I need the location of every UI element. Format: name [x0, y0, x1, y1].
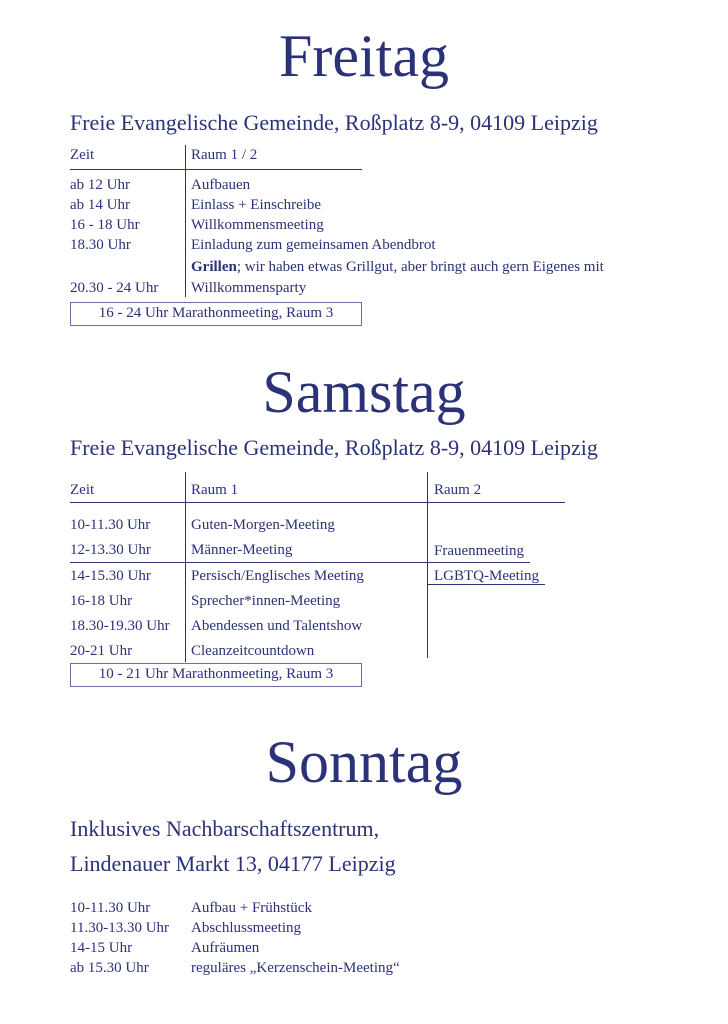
friday-venue: Freie Evangelische Gemeinde, Roßplatz 8-9, 04109 Leipzig	[70, 110, 598, 135]
saturday-row-room2: Frauenmeeting	[434, 543, 524, 559]
saturday-row-time: 18.30-19.30 Uhr	[70, 618, 170, 634]
saturday-row-room1: Guten-Morgen-Meeting	[191, 517, 335, 533]
saturday-column-divider-2	[427, 472, 428, 658]
friday-row-event: Willkommensparty	[191, 280, 307, 296]
saturday-header-room1: Raum 1	[191, 482, 239, 498]
friday-row-time: ab 12 Uhr	[70, 177, 130, 193]
saturday-row-time: 20-21 Uhr	[70, 643, 133, 659]
friday-row-event: Willkommensmeeting	[191, 217, 324, 233]
grill-text: ; wir haben etwas Grillgut, aber bringt auch gern Eigenes mit	[236, 259, 604, 275]
friday-row-event: Einladung zum gemeinsamen Abendbrot	[191, 237, 436, 253]
friday-row-time: 18.30 Uhr	[70, 237, 131, 253]
sunday-row-event: Aufräumen	[191, 940, 260, 956]
saturday-marathon-note: 10 - 21 Uhr Marathonmeeting, Raum 3	[70, 663, 362, 687]
saturday-row-time: 12-13.30 Uhr	[70, 542, 151, 558]
sunday-row-time: 10-11.30 Uhr	[70, 900, 151, 916]
saturday-row-room2: LGBTQ-Meeting	[434, 568, 539, 584]
friday-column-divider	[185, 145, 186, 297]
friday-row-event-grill	[191, 260, 604, 275]
saturday-venue: Freie Evangelische Gemeinde, Roßplatz 8-9, 04109 Leipzig	[70, 435, 598, 460]
friday-row-event: Aufbauen	[191, 177, 251, 193]
saturday-column-divider-1	[185, 472, 186, 662]
sunday-row-time: 14-15 Uhr	[70, 940, 133, 956]
friday-row-time: 20.30 - 24 Uhr	[70, 280, 159, 296]
friday-row-time: 16 - 18 Uhr	[70, 217, 140, 233]
sunday-row-event: Aufbau + Frühstück	[191, 900, 312, 916]
friday-header-time: Zeit	[70, 147, 95, 163]
friday-header-divider	[70, 169, 362, 170]
saturday-row-divider	[70, 562, 530, 563]
friday-marathon-note: 16 - 24 Uhr Marathonmeeting, Raum 3	[70, 302, 362, 326]
saturday-row-time: 10-11.30 Uhr	[70, 517, 151, 533]
sunday-venue-line2: Lindenauer Markt 13, 04177 Leipzig	[70, 851, 396, 876]
saturday-header-time: Zeit	[70, 482, 95, 498]
saturday-row-room1: Männer-Meeting	[191, 542, 293, 558]
friday-header-room: Raum 1 / 2	[191, 147, 258, 163]
saturday-row-room1: Cleanzeitcountdown	[191, 643, 315, 659]
saturday-header-divider	[70, 502, 565, 503]
sunday-row-event: Abschlussmeeting	[191, 920, 301, 936]
sunday-row-event: reguläres „Kerzenschein-Meeting“	[191, 960, 400, 976]
saturday-row-room1: Persisch/Englisches Meeting	[191, 568, 364, 584]
friday-title: Freitag	[279, 23, 449, 89]
saturday-header-room2: Raum 2	[434, 482, 482, 498]
sunday-row-time: ab 15.30 Uhr	[70, 960, 149, 976]
saturday-room2-divider	[427, 584, 545, 585]
saturday-row-time: 16-18 Uhr	[70, 593, 133, 609]
friday-row-event: Einlass + Einschreibe	[191, 197, 322, 213]
saturday-title: Samstag	[262, 359, 466, 425]
friday-row-time: ab 14 Uhr	[70, 197, 130, 213]
saturday-row-room1: Abendessen und Talentshow	[191, 618, 363, 634]
sunday-venue-line1: Inklusives Nachbarschaftszentrum,	[70, 816, 380, 841]
sunday-row-time: 11.30-13.30 Uhr	[70, 920, 170, 936]
saturday-row-room1: Sprecher*innen-Meeting	[191, 593, 341, 609]
saturday-row-time: 14-15.30 Uhr	[70, 568, 151, 584]
sunday-title: Sonntag	[265, 729, 463, 795]
grill-highlight: Grillen	[191, 259, 237, 275]
